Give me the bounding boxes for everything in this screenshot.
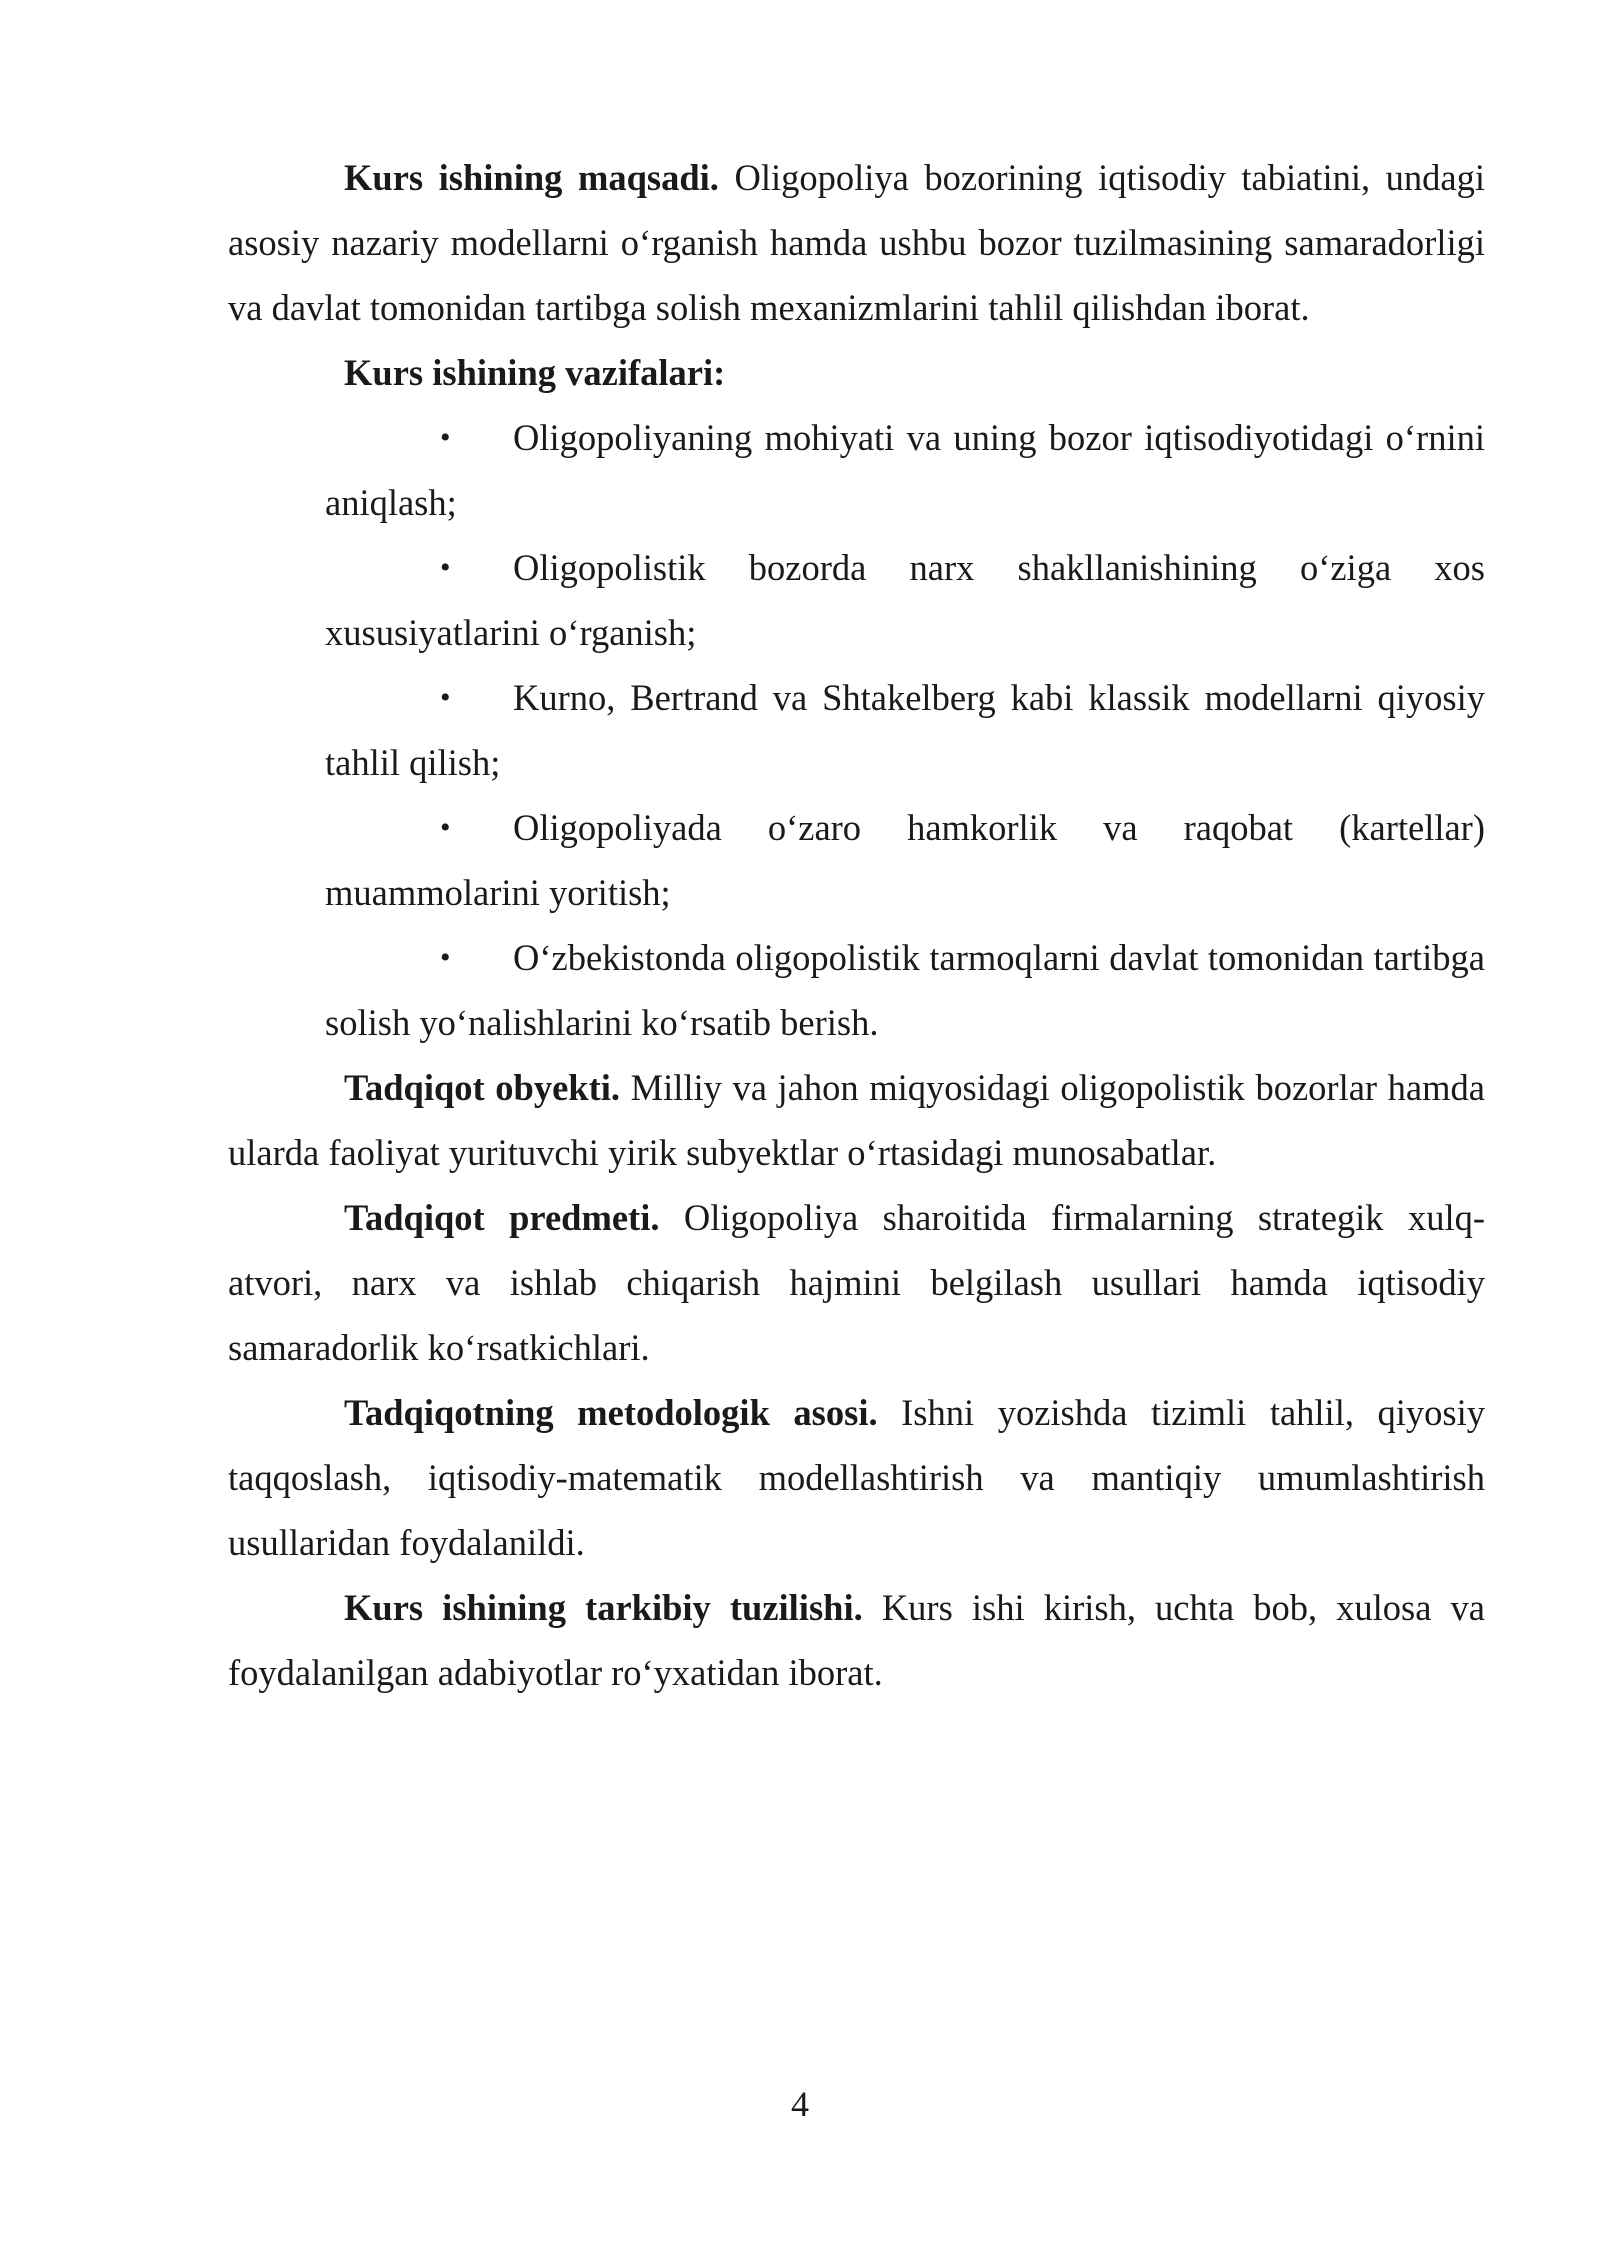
page-number: 4 xyxy=(791,2084,809,2124)
paragraph-obyekt xyxy=(228,1055,1485,1185)
page-body xyxy=(228,145,1485,1705)
paragraph-predmet xyxy=(228,1185,1485,1380)
task-text: Oligopoliyaning mohiyati va uning bozor iqtisodiyotidagi o‘rnini aniqlash; xyxy=(325,417,1485,523)
tuzilish-text: Kurs ishi kirish, uchta bob, xulosa va foydalanilgan adabiyotlar ro‘yxatidan iborat. xyxy=(228,1587,1485,1693)
task-text: Oligopolistik bozorda narx shakllanishining o‘ziga xos xususiyatlarini o‘rganish; xyxy=(325,547,1485,653)
paragraph-maqsad xyxy=(228,145,1485,340)
obyekt-text: Milliy va jahon miqyosidagi oligopolistik bozorlar hamda ularda faoliyat yurituvchi yirik subyektlar o‘rtasidagi munosabatlar. xyxy=(228,1067,1485,1173)
list-item xyxy=(325,665,1485,795)
paragraph-tuzilish xyxy=(228,1575,1485,1705)
tuzilish-label: Kurs ishining tarkibiy tuzilishi. xyxy=(344,1587,863,1628)
bullet-icon: • xyxy=(440,811,451,844)
list-item xyxy=(325,535,1485,665)
bullet-icon: • xyxy=(440,551,451,584)
tasks-list xyxy=(228,405,1485,1055)
maqsad-text: Oligopoliya bozorining iqtisodiy tabiatini, undagi asosiy nazariy modellarni o‘rganish hamda ushbu bozor tuzilmasining samaradorligi va davlat tomonidan tartibga solish mexanizmlarini tahlil qilishdan iborat. xyxy=(228,157,1485,328)
obyekt-label: Tadqiqot obyekti. xyxy=(344,1067,621,1108)
task-text: Kurno, Bertrand va Shtakelberg kabi klassik modellarni qiyosiy tahlil qilish; xyxy=(325,677,1485,783)
list-item xyxy=(325,925,1485,1055)
list-item xyxy=(325,795,1485,925)
vazifalar-heading xyxy=(228,340,1485,405)
predmet-text: Oligopoliya sharoitida firmalarning strategik xulq-atvori, narx va ishlab chiqarish hajmini belgilash usullari hamda iqtisodiy samaradorlik ko‘rsatkichlari. xyxy=(228,1197,1485,1368)
paragraph-metodologiya xyxy=(228,1380,1485,1575)
metodologiya-label: Tadqiqotning metodologik asosi. xyxy=(344,1392,878,1433)
vazifalar-heading-label: Kurs ishining vazifalari: xyxy=(344,352,726,393)
task-text: Oligopoliyada o‘zaro hamkorlik va raqobat (kartellar) muammolarini yoritish; xyxy=(325,807,1485,913)
maqsad-label: Kurs ishining maqsadi. xyxy=(344,157,719,198)
predmet-label: Tadqiqot predmeti. xyxy=(344,1197,660,1238)
bullet-icon: • xyxy=(440,941,451,974)
list-item xyxy=(325,405,1485,535)
task-text: O‘zbekistonda oligopolistik tarmoqlarni davlat tomonidan tartibga solish yo‘nalishlarini ko‘rsatib berish. xyxy=(325,937,1485,1043)
metodologiya-text: Ishni yozishda tizimli tahlil, qiyosiy taqqoslash, iqtisodiy-matematik modellashtirish va mantiqiy umumlashtirish usullaridan foydalanildi. xyxy=(228,1392,1485,1563)
bullet-icon: • xyxy=(440,681,451,714)
bullet-icon: • xyxy=(440,421,451,454)
